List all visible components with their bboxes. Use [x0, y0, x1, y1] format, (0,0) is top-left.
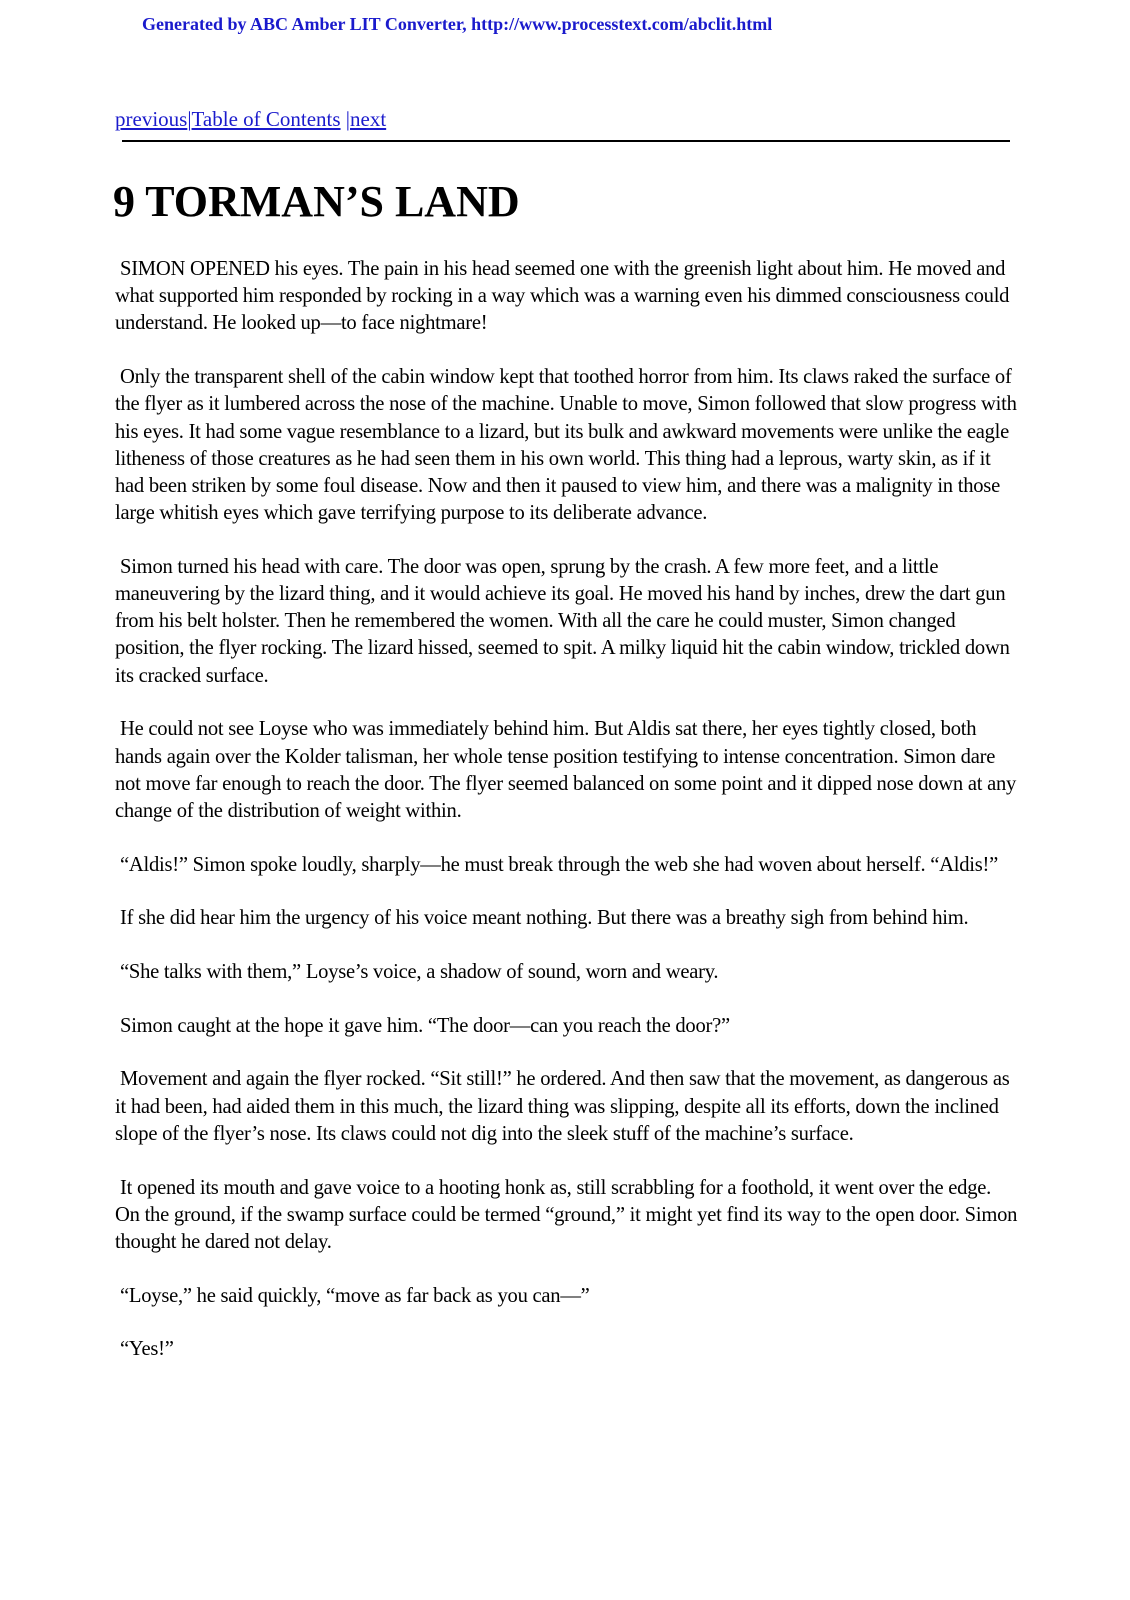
- paragraph: Simon turned his head with care. The door was open, sprung by the crash. A few more feet, and a little maneuvering by the lizard thing, and it would achieve its goal. He moved his hand by inches, drew the dart gun from his belt holster. Then he remembered the women. With all the care he could muster, Simon changed position, the flyer rocking. The lizard hissed, seemed to spit. A milky liquid hit the cabin window, trickled down its cracked surface.: [115, 555, 1010, 687]
- paragraph: “Loyse,” he said quickly, “move as far back as you can—”: [120, 1284, 590, 1307]
- paragraph: Simon caught at the hope it gave him. “The door—can you reach the door?”: [120, 1014, 730, 1037]
- chapter-navigation: [115, 107, 386, 132]
- generator-banner: Generated by ABC Amber LIT Converter, http://www.processtext.com/abclit.html: [142, 14, 773, 34]
- table-of-contents-link[interactable]: Table of Contents: [191, 107, 341, 131]
- next-link[interactable]: next: [350, 107, 387, 131]
- paragraph: “She talks with them,” Loyse’s voice, a shadow of sound, worn and weary.: [120, 961, 719, 984]
- paragraph: SIMON OPENED his eyes. The pain in his head seemed one with the greenish light about him. He moved and what supported him responded by rocking in a way which was a warning even his dimmed consciousness could understand. He looked up—to face nightmare!: [115, 258, 1010, 335]
- nav-separator: |: [187, 107, 192, 131]
- paragraph: “Aldis!” Simon spoke loudly, sharply—he must break through the web she had woven about herself. “Aldis!”: [120, 853, 999, 876]
- paragraph: It opened its mouth and gave voice to a hooting honk as, still scrabbling for a foothold, it went over the edge. On the ground, if the swamp surface could be termed “ground,” it might yet find its way to the open door. Simon thought he dared not delay.: [115, 1176, 1018, 1253]
- paragraph: “Yes!”: [120, 1338, 174, 1361]
- paragraph: Movement and again the flyer rocked. “Sit still!” he ordered. And then saw that the movement, as dangerous as it had been, had aided them in this much, the lizard thing was slipping, despite all its efforts, down the inclined slope of the flyer’s nose. Its claws could not dig into the sleek stuff of the machine’s surface.: [115, 1068, 1010, 1145]
- nav-separator: |: [340, 107, 351, 131]
- chapter-title: 9 TORMAN’S LAND: [113, 177, 520, 226]
- paragraph: Only the transparent shell of the cabin window kept that toothed horror from him. Its claws raked the surface of the flyer as it lumbered across the nose of the machine. Unable to move, Simon followed that slow progress with his eyes. It had some vague resemblance to a lizard, but its bulk and awkward movements were unlike the eagle litheness of those creatures as he had seen them in his own world. This thing had a leprous, warty skin, as if it had been striken by some foul disease. Now and then it paused to view him, and there was a malignity in those large whitish eyes which gave terrifying purpose to its deliberate advance.: [115, 366, 1017, 525]
- previous-link[interactable]: previous: [115, 107, 188, 131]
- paragraph: If she did hear him the urgency of his voice meant nothing. But there was a breathy sigh from behind him.: [120, 907, 969, 930]
- chapter-body: [115, 256, 1020, 1390]
- paragraph: He could not see Loyse who was immediately behind him. But Aldis sat there, her eyes tightly closed, both hands again over the Kolder talisman, her whole tense position testifying to intense concentration. Simon dare not move far enough to reach the door. The flyer seemed balanced on some point and it dipped nose down at any change of the distribution of weight within.: [115, 718, 1017, 822]
- horizontal-rule: [122, 140, 1010, 142]
